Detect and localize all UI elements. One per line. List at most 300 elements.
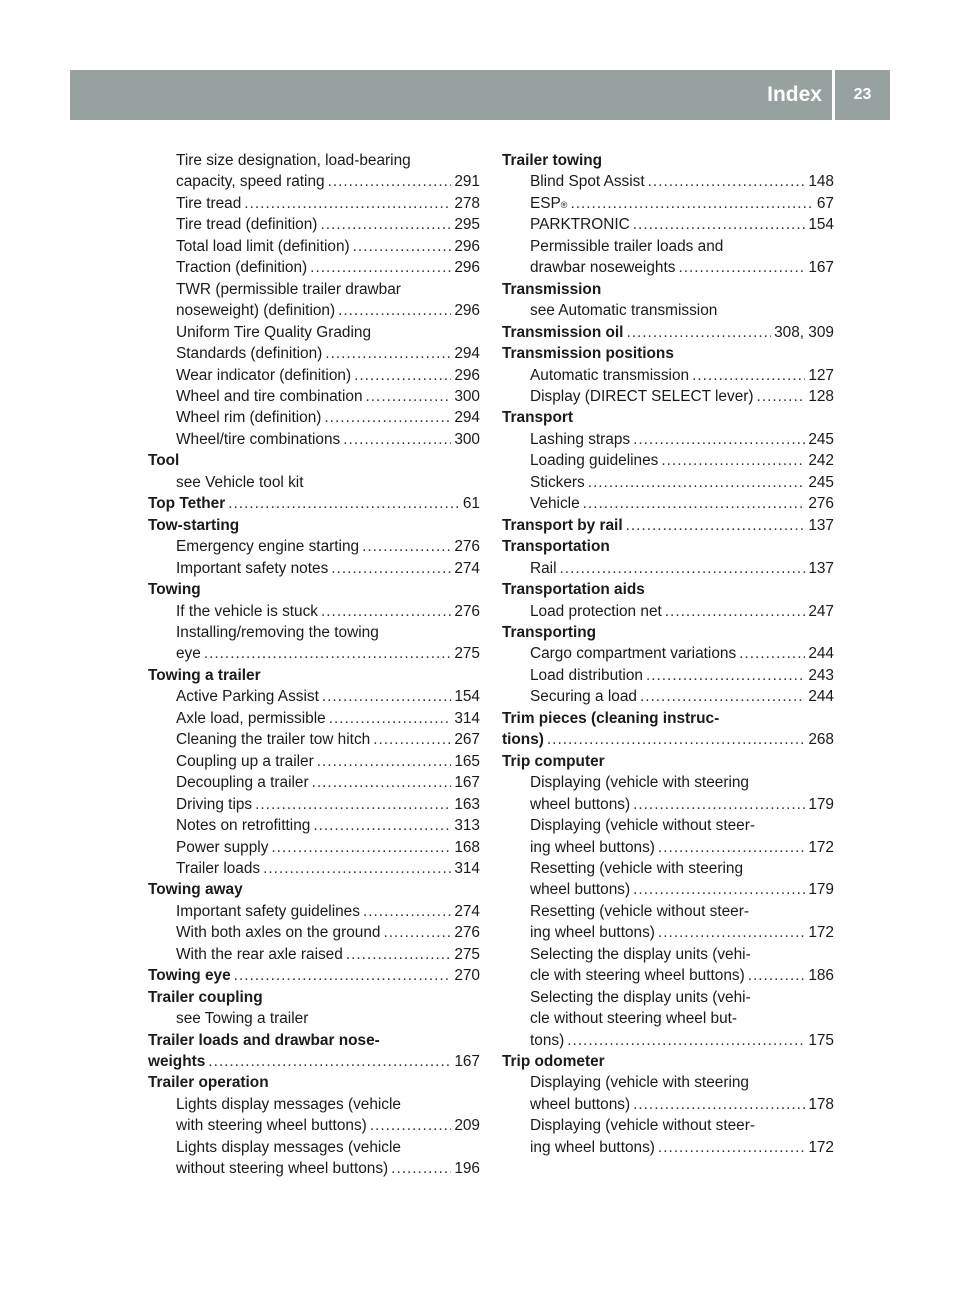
- entry-text: Display (DIRECT SELECT lever): [530, 387, 754, 405]
- entry-text: If the vehicle is stuck: [176, 602, 318, 620]
- dot-leader: [228, 493, 460, 514]
- page-reference: 186: [808, 967, 834, 985]
- page-reference: 267: [454, 731, 480, 749]
- dot-leader: [331, 558, 451, 579]
- dot-leader: [560, 558, 806, 579]
- index-subentry: [148, 1115, 480, 1136]
- entry-text: Uniform Tire Quality Grading: [176, 323, 372, 341]
- page-reference: 179: [808, 795, 834, 813]
- index-subentry: [148, 322, 480, 343]
- index-subentry: [148, 708, 480, 729]
- index-subentry: [148, 343, 480, 364]
- page-reference: 137: [808, 516, 834, 534]
- index-subentry: ESP ® ..... 67: [502, 193, 834, 214]
- entry-text: Trailer coupling: [148, 988, 263, 1006]
- entry-text: Tow-starting: [148, 516, 240, 534]
- page-reference: 148: [808, 173, 834, 191]
- entry-text: Securing a load: [530, 688, 637, 706]
- page-reference: 294: [454, 409, 480, 427]
- dot-leader: [633, 794, 805, 815]
- page-reference: 296: [454, 366, 480, 384]
- page-reference: 128: [808, 387, 834, 405]
- index-heading: [502, 708, 834, 729]
- index-subentry: [148, 386, 480, 407]
- index-heading: [502, 536, 834, 557]
- dot-leader: [692, 365, 805, 386]
- index-subentry: [148, 558, 480, 579]
- entry-text: TWR (permissible trailer drawbar: [176, 280, 401, 298]
- dot-leader: [366, 386, 452, 407]
- entry-text: Tool: [148, 452, 180, 470]
- dot-leader: [244, 193, 451, 214]
- dot-leader: [583, 493, 806, 514]
- index-column-left: [148, 150, 480, 1180]
- entry-text: Important safety guidelines: [176, 902, 360, 920]
- entry-text: Lights display messages (vehicle: [176, 1138, 401, 1156]
- entry-text: Standards (definition): [176, 345, 323, 363]
- dot-leader: [633, 429, 805, 450]
- index-subentry: [502, 794, 834, 815]
- entry-text: Axle load, permissible: [176, 709, 326, 727]
- index-subentry: [502, 643, 834, 664]
- entry-text: Rail: [530, 559, 557, 577]
- index-subentry: [502, 665, 834, 686]
- index-heading: [148, 879, 480, 900]
- dot-leader: [658, 922, 805, 943]
- entry-text: Tire tread (definition): [176, 216, 318, 234]
- entry-text: Load protection net: [530, 602, 662, 620]
- index-subentry: [502, 1137, 834, 1158]
- entry-text: Selecting the display units (vehi-: [530, 945, 751, 963]
- index-subentry: [502, 386, 834, 407]
- index-subentry: [148, 171, 480, 192]
- entry-text: Towing away: [148, 881, 243, 899]
- dot-leader: [658, 1137, 805, 1158]
- entry-text: Transmission oil: [502, 323, 624, 341]
- index-subentry: [148, 1008, 480, 1029]
- entry-text: ESP: [530, 194, 561, 212]
- entry-text: with steering wheel buttons): [176, 1117, 367, 1135]
- entry-text: Transmission: [502, 280, 602, 298]
- dot-leader: [373, 729, 451, 750]
- index-subentry: [148, 686, 480, 707]
- index-subentry: [148, 643, 480, 664]
- dot-leader: [354, 365, 451, 386]
- index-subentry: [148, 601, 480, 622]
- entry-text: ing wheel buttons): [530, 1138, 655, 1156]
- entry-text: Transportation aids: [502, 581, 645, 599]
- index-subentry: [502, 472, 834, 493]
- index-subentry: [502, 214, 834, 235]
- index-subentry: [502, 965, 834, 986]
- entry-text: see Automatic transmission: [530, 302, 718, 320]
- entry-text: tions): [502, 731, 544, 749]
- page-number: 23: [853, 86, 872, 103]
- index-heading: [502, 279, 834, 300]
- index-heading: [502, 1051, 834, 1072]
- index-subentry: [148, 536, 480, 557]
- page-reference: 196: [454, 1160, 480, 1178]
- index-subentry: [502, 601, 834, 622]
- dot-leader: [626, 515, 806, 536]
- entry-text: Trailer loads: [176, 859, 261, 877]
- index-subentry: [148, 214, 480, 235]
- entry-text: Active Parking Assist: [176, 688, 319, 706]
- index-subentry: [502, 429, 834, 450]
- index-heading: [502, 150, 834, 171]
- index-subentry: [502, 686, 834, 707]
- page-reference: 61: [462, 495, 480, 513]
- index-subentry: [502, 236, 834, 257]
- index-subentry: [148, 429, 480, 450]
- entry-text: Resetting (vehicle without steer-: [530, 902, 749, 920]
- entry-text: Lashing straps: [530, 430, 631, 448]
- index-subentry: [148, 257, 480, 278]
- entry-text: Transport by rail: [502, 516, 623, 534]
- section-title: Index: [767, 83, 822, 106]
- entry-text: Wheel/tire combinations: [176, 430, 341, 448]
- entry-text: ing wheel buttons): [530, 924, 655, 942]
- dot-leader: [633, 214, 806, 235]
- dot-leader: [547, 729, 805, 750]
- index-subentry: [148, 794, 480, 815]
- dot-leader: [363, 901, 451, 922]
- index-subentry: [148, 944, 480, 965]
- entry-text: see Vehicle tool kit: [176, 473, 304, 491]
- entry-text: capacity, speed rating: [176, 173, 325, 191]
- page-reference: 178: [808, 1095, 834, 1113]
- dot-leader: [633, 1094, 805, 1115]
- index-subentry: [502, 365, 834, 386]
- index-heading: [502, 343, 834, 364]
- dot-leader: [748, 965, 806, 986]
- entry-text: eye: [176, 645, 201, 663]
- entry-text: Tire tread: [176, 194, 242, 212]
- page-reference: 167: [454, 1053, 480, 1071]
- dot-leader: [325, 343, 451, 364]
- index-subentry: [148, 751, 480, 772]
- dot-leader: [312, 772, 452, 793]
- page-reference: 244: [808, 645, 834, 663]
- dot-leader: [321, 601, 451, 622]
- entry-text: ing wheel buttons): [530, 838, 655, 856]
- index-subentry: [148, 365, 480, 386]
- page-reference: 296: [454, 237, 480, 255]
- index-subentry: [502, 944, 834, 965]
- index-subentry: [148, 622, 480, 643]
- dot-leader: [588, 472, 806, 493]
- index-subentry: [502, 257, 834, 278]
- entry-text: Towing a trailer: [148, 666, 261, 684]
- entry-text: Load distribution: [530, 666, 643, 684]
- index-subentry: [502, 901, 834, 922]
- dot-leader: [391, 1158, 451, 1179]
- page-reference: 167: [808, 259, 834, 277]
- entry-text: Trim pieces (cleaning instruc-: [502, 709, 720, 727]
- dot-leader: [567, 1030, 805, 1051]
- dot-leader: [234, 965, 452, 986]
- entry-text: Towing: [148, 581, 201, 599]
- index-subentry: [502, 1094, 834, 1115]
- index-subentry: [502, 558, 834, 579]
- index-heading: [148, 1051, 480, 1072]
- index-subentry: [502, 171, 834, 192]
- index-subentry: [148, 279, 480, 300]
- entry-text: Displaying (vehicle with steering: [530, 1074, 749, 1092]
- dot-leader: [263, 858, 451, 879]
- entry-text: Cleaning the trailer tow hitch: [176, 731, 371, 749]
- page-reference: 209: [454, 1117, 480, 1135]
- index-subentry: [148, 472, 480, 493]
- index-subentry: [502, 493, 834, 514]
- entry-text: PARKTRONIC: [530, 216, 630, 234]
- dot-leader: [640, 686, 805, 707]
- entry-text: cle without steering wheel but-: [530, 1010, 738, 1028]
- entry-text: Trailer towing: [502, 152, 603, 169]
- entry-text: Top Tether: [148, 495, 226, 513]
- dot-leader: [570, 193, 813, 214]
- index-subentry: [148, 150, 480, 171]
- page-reference: 296: [454, 302, 480, 320]
- index-subentry: [148, 815, 480, 836]
- entry-text: With the rear axle raised: [176, 945, 343, 963]
- entry-text: Trip odometer: [502, 1053, 605, 1071]
- page-reference: 67: [816, 194, 834, 212]
- entry-text: Transport: [502, 409, 573, 427]
- dot-leader: [665, 601, 806, 622]
- entry-text: Driving tips: [176, 795, 253, 813]
- page-reference: 313: [454, 817, 480, 835]
- entry-text: Trailer operation: [148, 1074, 269, 1092]
- index-heading: [148, 579, 480, 600]
- dot-leader: [346, 944, 452, 965]
- dot-leader: [661, 450, 805, 471]
- index-heading: [148, 1030, 480, 1051]
- index-subentry: [502, 879, 834, 900]
- dot-leader: [633, 879, 805, 900]
- dot-leader: [271, 837, 451, 858]
- entry-text: Resetting (vehicle with steering: [530, 859, 744, 877]
- entry-text: Permissible trailer loads and: [530, 237, 724, 255]
- page-reference: 154: [808, 216, 834, 234]
- entry-text: Wheel and tire combination: [176, 387, 363, 405]
- entry-text: Selecting the display units (vehi-: [530, 988, 751, 1006]
- dot-leader: [204, 643, 451, 664]
- page-reference: 295: [454, 216, 480, 234]
- page-reference: 296: [454, 259, 480, 277]
- dot-leader: [310, 257, 451, 278]
- page-reference: 172: [808, 924, 834, 942]
- entry-text: see Towing a trailer: [176, 1010, 309, 1028]
- dot-leader: [370, 1115, 452, 1136]
- page-reference: 314: [454, 859, 480, 877]
- page-reference: 247: [808, 602, 834, 620]
- entry-text: Power supply: [176, 838, 269, 856]
- entry-text: Displaying (vehicle without steer-: [530, 817, 755, 835]
- index-subentry: [148, 729, 480, 750]
- index-subentry: [502, 1030, 834, 1051]
- page-reference: 270: [454, 967, 480, 985]
- entry-text: Stickers: [530, 473, 585, 491]
- entry-text: Traction (definition): [176, 259, 308, 277]
- page-reference: 268: [808, 731, 834, 749]
- index-subentry: [148, 1158, 480, 1179]
- dot-leader: [329, 708, 452, 729]
- index-heading: [148, 987, 480, 1008]
- index-column-right: [502, 150, 834, 1158]
- page-reference: 274: [454, 559, 480, 577]
- dot-leader: [320, 214, 451, 235]
- dot-leader: [208, 1051, 451, 1072]
- index-subentry: [502, 300, 834, 321]
- index-heading: [148, 450, 480, 471]
- page-reference: 276: [454, 602, 480, 620]
- index-heading: [502, 579, 834, 600]
- dot-leader: [678, 257, 805, 278]
- page-reference: 154: [454, 688, 480, 706]
- index-subentry: [148, 407, 480, 428]
- page-reference: 127: [808, 366, 834, 384]
- page-reference: 245: [808, 430, 834, 448]
- dot-leader: [383, 922, 451, 943]
- index-subentry: [148, 772, 480, 793]
- entry-text: Wheel rim (definition): [176, 409, 322, 427]
- page-reference: 179: [808, 881, 834, 899]
- page-reference: 300: [454, 387, 480, 405]
- index-heading: [502, 407, 834, 428]
- page-reference: 175: [808, 1031, 834, 1049]
- page-reference: 243: [808, 666, 834, 684]
- entry-text: Towing eye: [148, 967, 231, 985]
- entry-text: With both axles on the ground: [176, 924, 381, 942]
- page-reference: 308, 309: [774, 323, 834, 341]
- index-heading: [502, 622, 834, 643]
- entry-text: Notes on retrofitting: [176, 817, 311, 835]
- index-subentry: [502, 858, 834, 879]
- entry-text: Lights display messages (vehicle: [176, 1095, 401, 1113]
- dot-leader: [739, 643, 805, 664]
- entry-text: Trailer loads and drawbar nose-: [148, 1031, 380, 1049]
- entry-text: Vehicle: [530, 495, 580, 513]
- index-subentry: [502, 815, 834, 836]
- index-subentry: [502, 922, 834, 943]
- entry-text: without steering wheel buttons): [176, 1160, 389, 1178]
- dot-leader: [255, 794, 451, 815]
- page-reference: 242: [808, 452, 834, 470]
- entry-text: Displaying (vehicle without steer-: [530, 1117, 755, 1135]
- entry-text: Displaying (vehicle with steering: [530, 774, 749, 792]
- dot-leader: [313, 815, 451, 836]
- dot-leader: [757, 386, 806, 407]
- entry-text: Cargo compartment variations: [530, 645, 737, 663]
- page-reference: 244: [808, 688, 834, 706]
- index-heading: [148, 665, 480, 686]
- entry-text: noseweight) (definition): [176, 302, 336, 320]
- index-subentry: [148, 858, 480, 879]
- index-subentry: [502, 987, 834, 1008]
- index-subentry: [502, 772, 834, 793]
- entry-text: Transmission positions: [502, 345, 674, 363]
- index-subentry: [148, 837, 480, 858]
- index-subentry: [148, 922, 480, 943]
- index-subentry: [148, 193, 480, 214]
- dot-leader: [658, 837, 805, 858]
- index-subentry: [502, 450, 834, 471]
- index-subentry: [502, 1072, 834, 1093]
- page-reference: 245: [808, 473, 834, 491]
- page-reference: 276: [454, 538, 480, 556]
- page-reference: 167: [454, 774, 480, 792]
- index-heading: [148, 515, 480, 536]
- entry-text: weights: [148, 1053, 206, 1071]
- entry-text: Automatic transmission: [530, 366, 690, 384]
- entry-text: Installing/removing the towing: [176, 623, 379, 641]
- entry-text: wheel buttons): [530, 1095, 631, 1113]
- index-subentry: [502, 1008, 834, 1029]
- entry-text: drawbar noseweights: [530, 259, 676, 277]
- entry-text: cle with steering wheel buttons): [530, 967, 745, 985]
- index-heading: [148, 965, 480, 986]
- page-reference: 274: [454, 902, 480, 920]
- entry-text: Trip computer: [502, 752, 605, 770]
- dot-leader: [324, 407, 451, 428]
- entry-text: Blind Spot Assist: [530, 173, 645, 191]
- index-heading: [502, 322, 834, 343]
- page-reference: 275: [454, 645, 480, 663]
- entry-text: Wear indicator (definition): [176, 366, 352, 384]
- index-subentry: [148, 1137, 480, 1158]
- dot-leader: [648, 171, 806, 192]
- page-reference: 278: [454, 194, 480, 212]
- page-reference: 172: [808, 1138, 834, 1156]
- page-reference: 314: [454, 709, 480, 727]
- entry-text: Transporting: [502, 623, 597, 641]
- entry-text: wheel buttons): [530, 881, 631, 899]
- dot-leader: [317, 751, 452, 772]
- dot-leader: [626, 322, 771, 343]
- dot-leader: [343, 429, 451, 450]
- dot-leader: [353, 236, 452, 257]
- entry-text: Important safety notes: [176, 559, 329, 577]
- page-reference: 137: [808, 559, 834, 577]
- entry-text: Coupling up a trailer: [176, 752, 314, 770]
- page-reference: 275: [454, 945, 480, 963]
- page-reference: 276: [808, 495, 834, 513]
- index-subentry: [148, 236, 480, 257]
- entry-text: Emergency engine starting: [176, 538, 360, 556]
- page-reference: 300: [454, 430, 480, 448]
- entry-text: Transportation: [502, 538, 610, 556]
- index-subentry: [502, 1115, 834, 1136]
- dot-leader: [362, 536, 451, 557]
- entry-text: Tire size designation, load-bearing: [176, 152, 411, 169]
- dot-leader: [338, 300, 451, 321]
- page-reference: 276: [454, 924, 480, 942]
- page-reference: 294: [454, 345, 480, 363]
- dot-leader: [646, 665, 805, 686]
- page-header: [70, 70, 890, 120]
- entry-text: Loading guidelines: [530, 452, 659, 470]
- page-reference: 165: [454, 752, 480, 770]
- entry-text: tons): [530, 1031, 565, 1049]
- dot-leader: [322, 686, 451, 707]
- index-heading: [148, 493, 480, 514]
- entry-text: Decoupling a trailer: [176, 774, 309, 792]
- index-heading: [148, 1072, 480, 1093]
- index-heading: [502, 729, 834, 750]
- page-reference: 291: [454, 173, 480, 191]
- entry-text: Total load limit (definition): [176, 237, 350, 255]
